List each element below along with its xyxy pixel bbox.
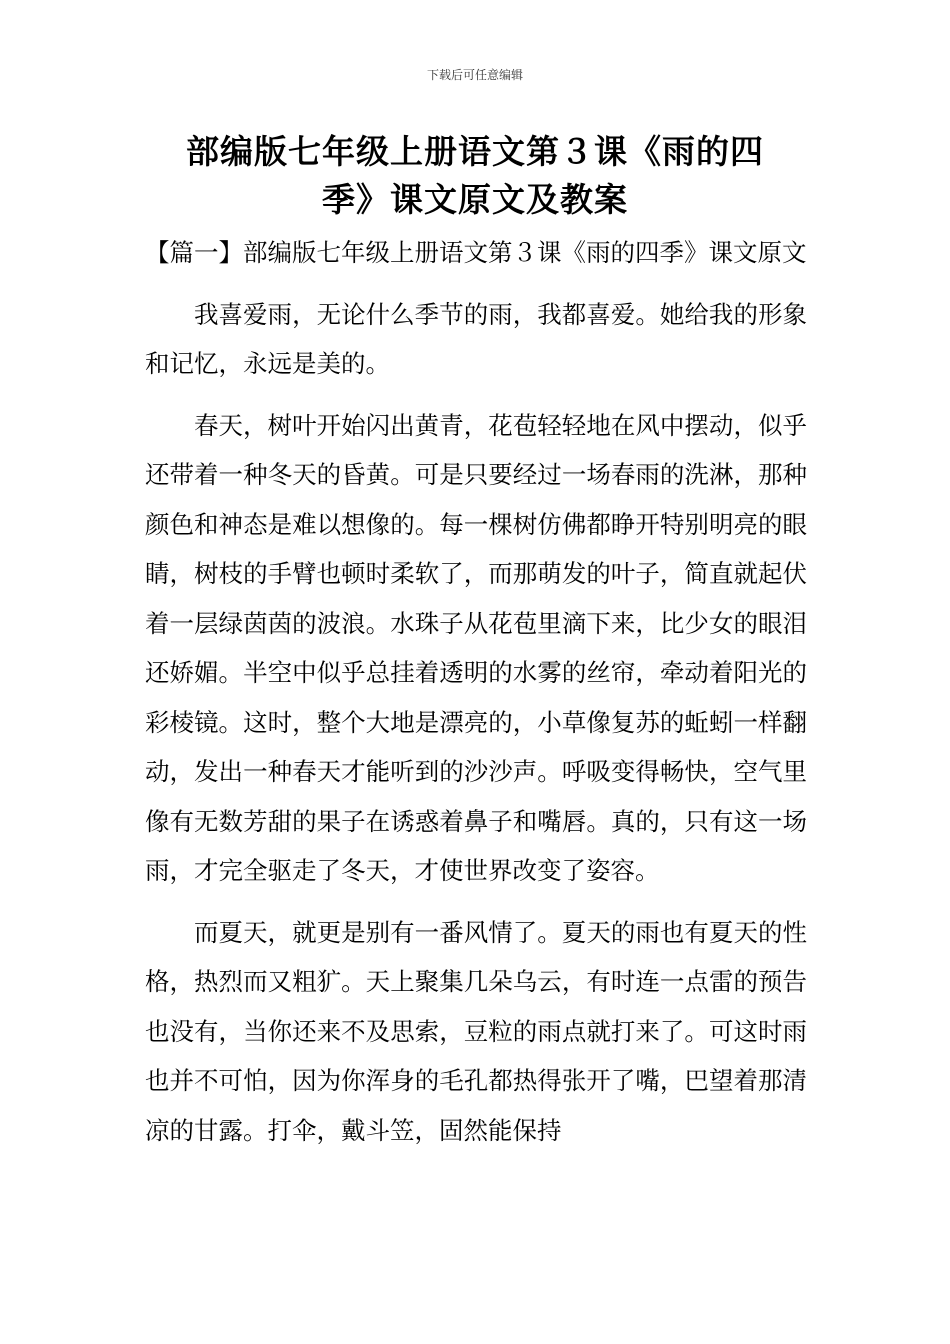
paragraph-2: 春天，树叶开始闪出黄青，花苞轻轻地在风中摆动，似乎还带着一种冬天的昏黄。可是只要经过一场春雨的洗淋，那种颜色和神态是难以想像的。每一棵树仿佛都睁开特别明亮的眼睛，树枝的手臂也顿时柔软了，而那萌发的叶子，简直就起伏着一层绿茵茵的波浪。水珠子从花苞里滴下来，比少女的眼泪还娇媚。半空中似乎总挂着透明的水雾的丝帘，牵动着阳光的彩棱镜。这时，整个大地是漂亮的，小草像复苏的蚯蚓一样翻动，发出一种春天才能听到的沙沙声。呼吸变得畅快，空气里像有无数芳甜的果子在诱惑着鼻子和嘴唇。真的，只有这一场雨，才完全驱走了冬天，才使世界改变了姿容。 [145,410,807,885]
document-body [145,228,807,1167]
title-line-1: 部编版七年级上册语文第３课《雨的四 [186,132,764,171]
paragraph-1: 我喜爱雨，无论什么季节的雨，我都喜爱。她给我的形象和记忆，永远是美的。 [145,299,807,378]
header-note: 下载后可任意编辑 [426,68,523,82]
paragraph-3: 而夏天，就更是别有一番风情了。夏天的雨也有夏天的性格，热烈而又粗犷。天上聚集几朵乌云，有时连一点雷的预告也没有，当你还来不及思索，豆粒的雨点就打来了。可这时雨也并不可怕，因为你浑身的毛孔都热得张开了嘴，巴望着那清凉的甘露。打伞，戴斗笠，固然能保持 [145,917,807,1145]
document-title [145,128,805,224]
section-heading: 【篇一】部编版七年级上册语文第３课《雨的四季》课文原文 [145,238,807,267]
title-line-2: 季》课文原文及教案 [322,180,628,219]
